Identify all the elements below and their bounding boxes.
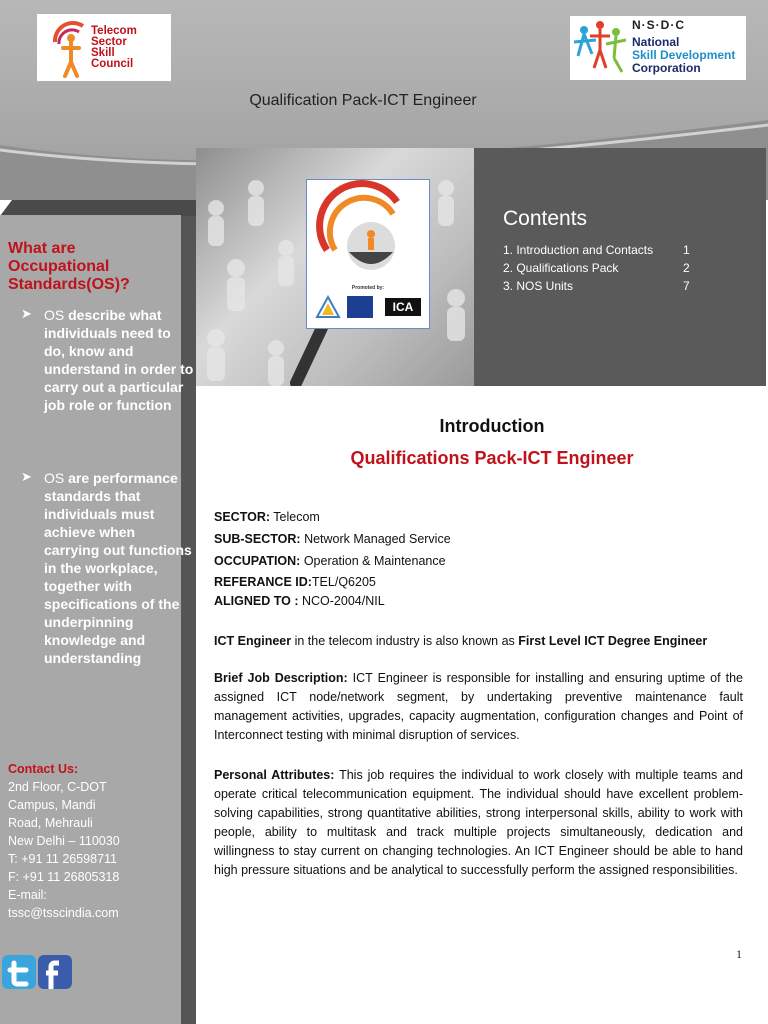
- promoted-by-label: Promoted by:: [351, 285, 385, 291]
- toc-item-label: 3. NOS Units: [503, 279, 574, 293]
- contact-line: 2nd Floor, C-DOT: [8, 780, 107, 794]
- tssc-logo-line4: Council: [91, 58, 134, 70]
- nsdc-line2: Skill Development: [632, 48, 736, 62]
- personal-attributes-text: This job requires the individual to work closely with multiple teams and operate critical telecommunication equipment. The individual should have excellent problem-solving capabilities, strong quantitative abilities, strong interpersonal skills, ability to work with people, ability to multitask and track multiple projects simultaneously, dedication and willingness to stay current on changing technologies. An ICT Engineer should be able to hand high pressure situations and be analytical to successfully perform the assigned responsibilities.: [214, 768, 743, 877]
- contact-heading: Contact Us:: [8, 762, 79, 776]
- bullet-arrow-icon: ➤: [21, 306, 32, 321]
- toc-item-page: 1: [683, 243, 690, 257]
- field-label: SUB-SECTOR:: [214, 532, 301, 546]
- known-as-tail: First Level ICT Degree Engineer: [518, 634, 708, 648]
- os-bullet-lead: OS: [44, 470, 65, 486]
- tssc-logo-line2: Sector: [91, 36, 127, 48]
- toc-item-page: 7: [683, 279, 690, 293]
- nsdc-logo: [570, 16, 746, 80]
- toc-item[interactable]: [503, 243, 703, 257]
- field-sector: [214, 510, 320, 524]
- partner-logo-1: [315, 295, 341, 319]
- field-sub-sector: [214, 532, 451, 546]
- qp-logo-icon: [307, 180, 429, 290]
- os-bullet: [44, 469, 194, 667]
- partner-logo-ica: ICA: [385, 298, 421, 316]
- known-as-mid: in the telecom industry is also known as: [291, 634, 519, 648]
- toc-item-label: 1. Introduction and Contacts: [503, 243, 654, 257]
- field-value: Operation & Maintenance: [300, 554, 446, 568]
- bullet-arrow-icon: ➤: [21, 469, 32, 484]
- field-value: Telecom: [270, 510, 320, 524]
- field-reference-id: [214, 575, 376, 589]
- field-label: OCCUPATION:: [214, 554, 301, 568]
- nsdc-figures-icon: [570, 16, 630, 80]
- contact-fax: F: +91 11 26805318: [8, 870, 120, 884]
- os-bullet: [44, 306, 194, 414]
- os-bullet-text: are performance standards that individuals must achieve when carrying out functions in the workplace, together with specifications of the underpinning knowledge and understanding: [44, 470, 192, 666]
- partner-logo-2: [347, 296, 373, 318]
- field-aligned-to: [214, 594, 385, 608]
- contact-phone: T: +91 11 26598711: [8, 852, 118, 866]
- field-label: ALIGNED TO :: [214, 594, 299, 608]
- facebook-icon[interactable]: [38, 955, 72, 989]
- toc-item-label: 2. Qualifications Pack: [503, 261, 619, 275]
- job-description-text: ICT Engineer is responsible for installing and ensuring uptime of the assigned ICT node/network segment, by undertaking preventive maintenance fault management activities, upgrades, capacity augmentation, configuration changes and Point of Interconnect testing with minimal disruption of services.: [214, 671, 743, 742]
- nsdc-line3: Corporation: [632, 61, 701, 75]
- contents-title: Contents: [503, 207, 588, 230]
- os-heading: What are Occupational Standards(OS)?: [8, 240, 130, 293]
- tssc-logo: [37, 14, 171, 81]
- nsdc-line1: National: [632, 35, 680, 49]
- social-icons: [0, 953, 74, 991]
- banner-image: [196, 148, 476, 386]
- field-label: SECTOR:: [214, 510, 271, 524]
- triangle-logo-icon: [315, 295, 341, 319]
- contact-line: Campus, Mandi: [8, 798, 96, 812]
- known-as-lead: ICT Engineer: [214, 634, 292, 648]
- field-value: TEL/Q6205: [311, 575, 376, 589]
- twitter-icon[interactable]: [2, 955, 36, 989]
- field-value: Network Managed Service: [300, 532, 451, 546]
- tssc-logo-line3: Skill: [91, 47, 115, 59]
- toc-item[interactable]: [503, 261, 703, 275]
- page-number: 1: [736, 947, 742, 961]
- introduction-heading: Introduction: [439, 416, 545, 436]
- field-occupation: [214, 554, 446, 568]
- field-value: NCO-2004/NIL: [298, 594, 385, 608]
- document-title: Qualification Pack-ICT Engineer: [249, 92, 477, 109]
- known-as-paragraph: [214, 632, 743, 651]
- qp-logo-card: [306, 179, 430, 329]
- contact-email[interactable]: tssc@tsscindia.com: [8, 906, 119, 920]
- field-label: REFERANCE ID:: [214, 575, 312, 589]
- nsdc-abbr: N·S·D·C: [632, 18, 685, 32]
- os-bullet-text: describe what individuals need to do, know and understand in order to carry out a particular job role or function: [44, 307, 194, 413]
- job-description-label: Brief Job Description:: [214, 671, 348, 685]
- personal-attributes-paragraph: [214, 766, 743, 880]
- contact-line: Road, Mehrauli: [8, 816, 93, 830]
- qp-subtitle: Qualifications Pack-ICT Engineer: [350, 448, 634, 468]
- job-description-paragraph: [214, 669, 743, 745]
- toc-item[interactable]: [503, 279, 703, 293]
- tssc-logo-line1: Telecom: [91, 25, 137, 37]
- contact-line: New Delhi – 110030: [8, 834, 120, 848]
- contact-email-label: E-mail:: [8, 888, 47, 902]
- personal-attributes-label: Personal Attributes:: [214, 768, 335, 782]
- toc-item-page: 2: [683, 261, 690, 275]
- sidebar-top-edge: [0, 200, 196, 216]
- contact-block: [8, 760, 178, 922]
- os-bullet-lead: OS: [44, 307, 65, 323]
